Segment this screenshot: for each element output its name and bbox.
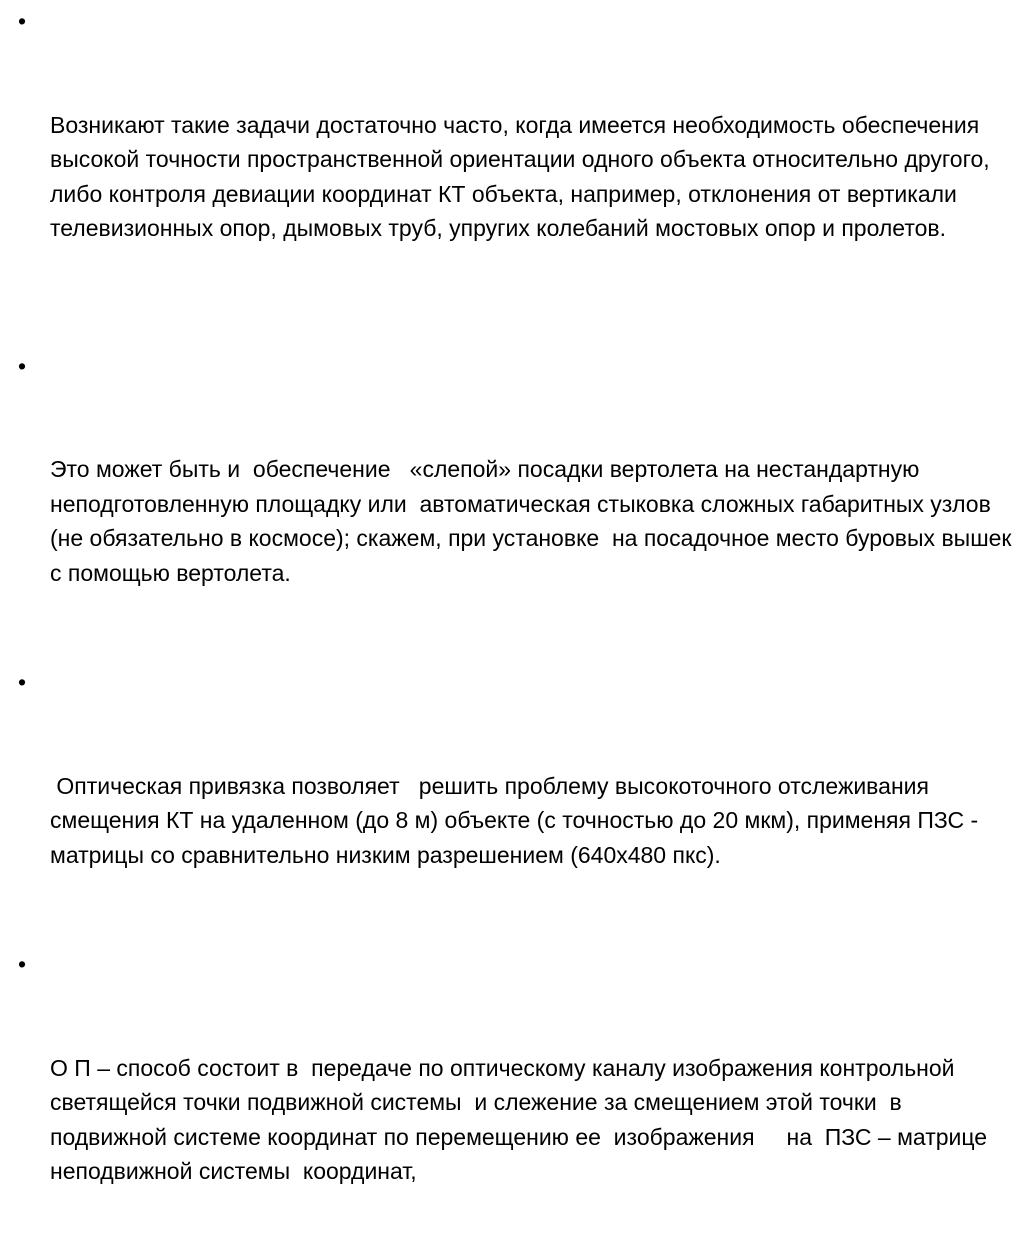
bullet-marker-icon: • (17, 352, 27, 379)
bullet-text-2: Это может быть и обеспечение «слепой» посадки вертолета на нестандартную неподготовленную площадку или автоматическая стыковка сложных габаритных узлов (не обязательно в космосе); скажем, при установке на посадочное место буровых вышек с помощью вертолета. (50, 456, 1024, 586)
bullet-item-2 (12, 349, 1024, 660)
bullet-marker-icon: • (17, 8, 27, 34)
bullet-item-4 (12, 947, 1012, 1258)
bullet-text-3: Оптическая привязка позволяет решить проблему высокоточного отслеживания смещения КТ на удаленном (до 8 м) объекте (с точностью до 20 мкм), применяя ПЗС - матрицы со сравнительно низким разрешением (640х480 пкс). (50, 772, 985, 868)
bullet-list (12, 4, 1024, 1258)
bullet-item-3 (12, 665, 1012, 941)
bullet-text-4: О П – способ состоит в передаче по оптическому каналу изображения контрольной светящейся точки подвижной системы и слежение за смещением этой точки в подвижной системе координат по перемещению ее изображения на ПЗС – матрице неподвижной системы координат, (50, 1054, 994, 1184)
bullet-marker-icon: • (17, 951, 27, 977)
bullet-item-1 (12, 4, 1012, 315)
bullet-text-1: Возникают такие задачи достаточно часто, когда имеется необходимость обеспечения высокой точности пространственной ориентации одного объекта относительно другого, либо контроля девиации координат КТ объекта, например, отклонения от вертикали телевизионных опор, дымовых труб, упругих колебаний мостовых опор и пролетов. (50, 111, 999, 241)
bullet-marker-icon: • (17, 669, 27, 695)
